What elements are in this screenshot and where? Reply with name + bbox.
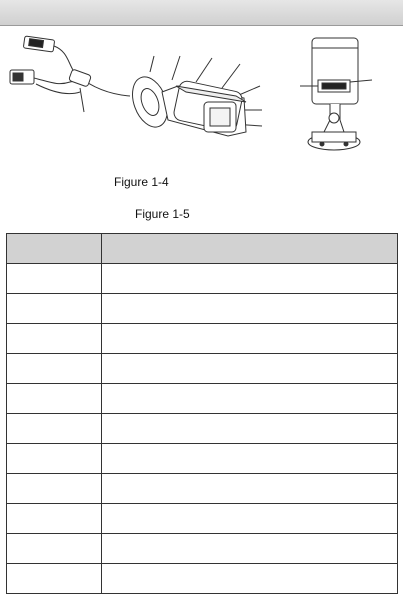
cell-description xyxy=(102,504,398,534)
table-row xyxy=(7,444,398,474)
cell-description xyxy=(102,324,398,354)
cell-no xyxy=(7,384,102,414)
table-row xyxy=(7,324,398,354)
table-row xyxy=(7,474,398,504)
cell-description xyxy=(102,564,398,594)
table-row xyxy=(7,294,398,324)
cell-description xyxy=(102,444,398,474)
table-row xyxy=(7,264,398,294)
cell-no xyxy=(7,354,102,384)
figure-caption-1: Figure 1-4 xyxy=(114,175,169,189)
table-row xyxy=(7,414,398,444)
cell-description xyxy=(102,264,398,294)
table-row xyxy=(7,384,398,414)
header-no xyxy=(7,234,102,264)
cell-no xyxy=(7,504,102,534)
cell-description xyxy=(102,474,398,504)
cell-no xyxy=(7,564,102,594)
table-row xyxy=(7,504,398,534)
cell-description xyxy=(102,534,398,564)
table-header-row xyxy=(7,234,398,264)
table-row xyxy=(7,564,398,594)
cell-no xyxy=(7,414,102,444)
cell-no xyxy=(7,534,102,564)
cell-no xyxy=(7,294,102,324)
cell-description xyxy=(102,354,398,384)
cell-description xyxy=(102,414,398,444)
cell-description xyxy=(102,384,398,414)
table-row xyxy=(7,354,398,384)
figure-caption-2: Figure 1-5 xyxy=(135,207,190,221)
header-description xyxy=(102,234,398,264)
cell-no xyxy=(7,264,102,294)
cell-no xyxy=(7,324,102,354)
camera-illustration xyxy=(0,28,403,168)
parts-table xyxy=(6,233,398,594)
table-row xyxy=(7,534,398,564)
cell-description xyxy=(102,294,398,324)
video-connector-icon xyxy=(23,36,54,52)
power-connector-icon xyxy=(10,70,34,84)
cell-no xyxy=(7,474,102,504)
cell-no xyxy=(7,444,102,474)
page-header-bar xyxy=(0,0,403,26)
